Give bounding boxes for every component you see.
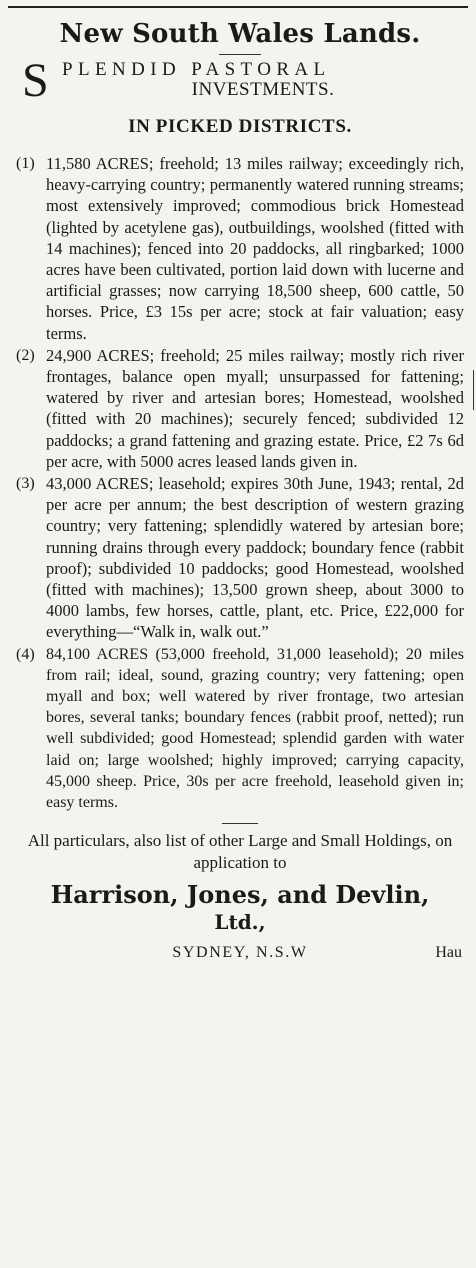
firm-name: Harrison, Jones, and Devlin, <box>50 880 430 910</box>
item-number: (2) <box>16 346 35 364</box>
list-item <box>16 473 464 643</box>
item-number: (3) <box>16 475 35 493</box>
item-number: (1) <box>16 155 35 172</box>
item-text: 84,100 ACRES (53,000 freehold, 31,000 leasehold); 20 miles from rail; ideal, sound, grazing country; very fattening; open myall and box; well watered by river frontage, two artesian bores, several tanks; boundary fences (rabbit proof, netted); run well subdivided; good Homestead; splendid garden with water laid on; large woolshed; highly improved; carrying capacity, 45,000 sheep. Price, 30s per acre freehold, leasehold given in; easy terms. <box>46 645 464 812</box>
particulars-text: All particulars, also list of other Large and Small Holdings, on application to <box>27 831 453 873</box>
headline-rule <box>219 54 261 55</box>
footer-rule <box>222 823 258 824</box>
item-number: (4) <box>16 645 35 663</box>
headline: New South Wales Lands. <box>59 19 421 49</box>
subheading: IN PICKED DISTRICTS. <box>128 116 352 137</box>
intro-block <box>16 54 464 107</box>
ad-code: Hau <box>435 944 462 962</box>
address-row <box>16 944 464 970</box>
item-text: 11,580 ACRES; freehold; 13 miles railway; exceedingly rich, heavy-carrying country; permanently watered running streams; most extensively improved; commodious brick Homestead (lighted by acetylene gas), outbuildings, woolshed (fitted with 14 machines); fenced into 20 paddocks, all ringbarked; 1000 acres have been cultivated, portion laid down with lucerne and artificial grasses; now carrying 18,500 sheep, 600 cattle, 50 horses. Price, £3 15s per acre; stock at fair valuation; easy terms. <box>46 154 464 343</box>
advertisement <box>16 18 464 970</box>
firm-suffix: Ltd., <box>214 910 266 935</box>
margin-mark <box>473 370 474 410</box>
item-text: 24,900 ACRES; freehold; 25 miles railway; mostly rich river frontages, balance open myall; unsurpassed for fattening; watered by river and artesian bores; Homestead, woolshed (fitted with 20 machines); securely fenced; subdivided 12 paddocks; a grand fattening and grazing estate. Price, £2 7s 6d per acre, with 5000 acres leased lands given in. <box>46 345 464 471</box>
list-item <box>16 153 464 344</box>
list-item <box>16 345 464 472</box>
top-border-rule <box>8 6 468 8</box>
city: SYDNEY, N.S.W <box>172 944 308 962</box>
intro-line-2: INVESTMENTS. <box>191 79 335 100</box>
item-text: 43,000 ACRES; leasehold; expires 30th June, 1943; rental, 2d per acre per annum; the best description of western grazing country; very fattening; splendidly watered by artesian bore; running drains through every paddock; boundary fence (rabbit proof); subdivided 10 paddocks; good Homestead, woolshed (fitted with machines); 13,500 grown sheep, about 3000 to 4000 lambs, few horses, cattle, plant, etc. Price, £22,000 for everything—“Walk in, walk out.” <box>46 474 464 642</box>
intro-line-1: PLENDID PASTORAL <box>62 59 331 80</box>
list-item <box>16 644 464 814</box>
property-list <box>16 153 464 813</box>
drop-cap: S <box>22 54 49 107</box>
